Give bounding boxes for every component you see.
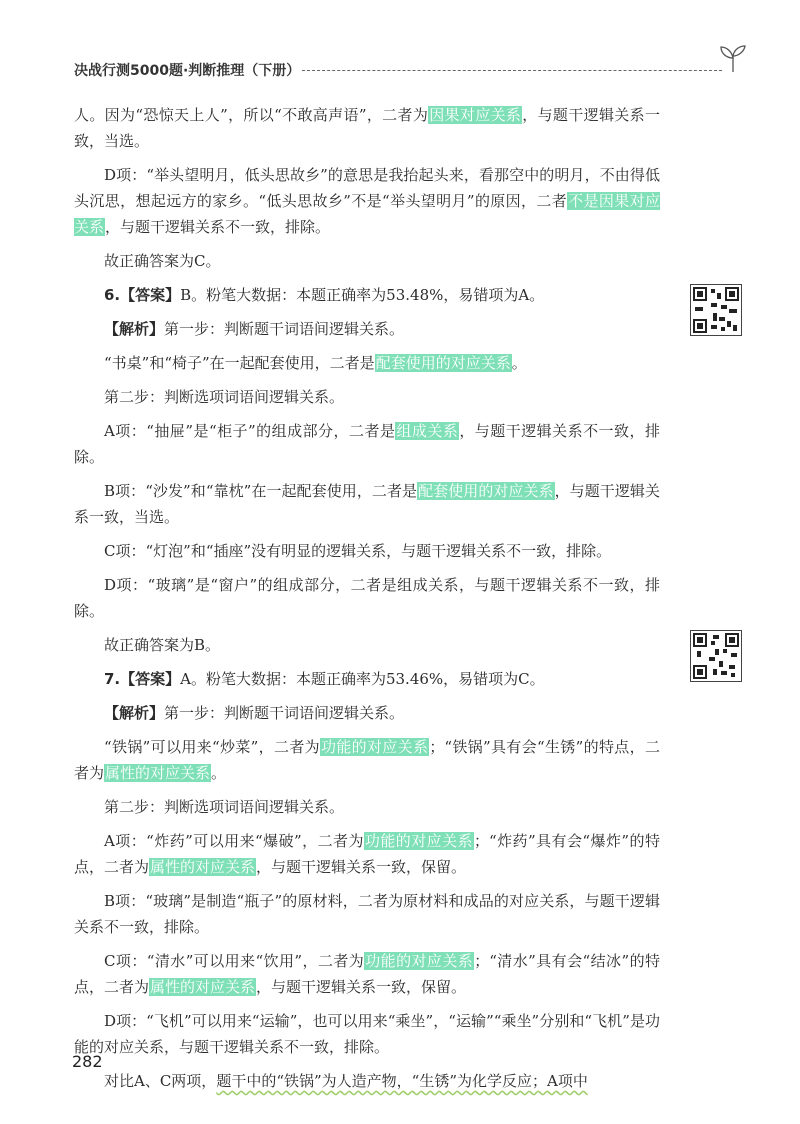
- answer-label: 【解析】: [104, 704, 165, 722]
- header-title: 决战行测5000题·判断推理（下册）: [74, 63, 301, 79]
- text-segment: 第二步：判断选项词语间逻辑关系。: [104, 798, 345, 816]
- underlined-text: 题干中的“铁锅”为人造产物，“生锈”为化学反应；A项中: [216, 1072, 588, 1090]
- text-segment: C项：“清水”可以用来“饮用”，二者为: [104, 952, 365, 970]
- text-segment: ，与题干逻辑关系不一致，排除。: [105, 218, 331, 236]
- text-segment: “书桌”和“椅子”在一起配套使用，二者是: [104, 354, 375, 372]
- paragraph: [74, 102, 660, 154]
- text-segment: 第一步：判断题干词语间逻辑关系。: [164, 320, 405, 338]
- paragraph: [74, 162, 660, 240]
- answer-label: 7.【答案】: [104, 670, 181, 688]
- paragraph: [74, 538, 660, 564]
- text-segment: B。粉笔大数据：本题正确率为53.48%，易错项为A。: [180, 286, 545, 304]
- paragraph: [74, 794, 660, 820]
- text-segment: 故正确答案为B。: [104, 636, 221, 654]
- paragraph: [74, 350, 660, 376]
- qr-code-icon[interactable]: [690, 284, 742, 336]
- text-segment: ，与题干逻辑关系一致，保留。: [256, 978, 467, 996]
- page-number: 282: [72, 1052, 103, 1071]
- text-segment: D项：“玻璃”是“窗户”的组成部分，二者是组成关系，与题干逻辑关系不一致，排除。: [74, 576, 660, 620]
- text-segment: ，与题干逻辑关系一致，当选。: [74, 482, 660, 526]
- paragraph: [74, 384, 660, 410]
- text-segment: D项：“举头望明月，低头思故乡”的意思是我抬起头来，看那空中的明月，不由得低头沉思，想起远方的家乡。“低头思故乡”不是“举头望明月”的原因，二者: [74, 166, 660, 210]
- text-segment: ，与题干逻辑关系不一致，排除。: [74, 422, 660, 466]
- highlighted-keyword: 功能的对应关系: [365, 952, 474, 970]
- text-segment: C项：“灯泡”和“插座”没有明显的逻辑关系，与题干逻辑关系不一致，排除。: [104, 542, 612, 560]
- highlighted-keyword: 配套使用的对应关系: [375, 354, 511, 372]
- text-segment: B项：“玻璃”是制造“瓶子”的原材料，二者为原材料和成品的对应关系，与题干逻辑关系不一致，排除。: [74, 892, 660, 936]
- qr-code-icon[interactable]: [690, 630, 742, 682]
- paragraph: [74, 632, 660, 658]
- text-segment: 第一步：判断题干词语间逻辑关系。: [164, 704, 405, 722]
- highlighted-keyword: 配套使用的对应关系: [418, 482, 554, 500]
- text-segment: ；“铁锅”具有会“生锈”的特点，二者为: [74, 738, 660, 782]
- paragraph: [74, 948, 660, 1000]
- highlighted-keyword: 不是因果对应关系: [74, 192, 660, 236]
- header-divider: [302, 70, 722, 71]
- text-segment: ；“清水”具有会“结冰”的特点，二者为: [74, 952, 660, 996]
- paragraph: [74, 316, 660, 342]
- paragraph: [74, 1068, 660, 1094]
- text-segment: D项：“飞机”可以用来“运输”，也可以用来“乘坐”，“运输”“乘坐”分别和“飞机”是功能的对应关系，与题干逻辑关系不一致，排除。: [74, 1012, 660, 1056]
- answer-explanation: [74, 102, 660, 1102]
- text-segment: 人。因为“恐惊天上人”，所以“不敢高声语”，二者为: [74, 106, 429, 124]
- answer-label: 【解析】: [104, 320, 165, 338]
- paragraph: [74, 478, 660, 530]
- text-segment: A。粉笔大数据：本题正确率为53.46%，易错项为C。: [180, 670, 545, 688]
- text-segment: A项：“抽屉”是“柜子”的组成部分，二者是: [104, 422, 396, 440]
- highlighted-keyword: 因果对应关系: [429, 106, 522, 124]
- paragraph: [74, 828, 660, 880]
- paragraph: [74, 572, 660, 624]
- paragraph: [74, 666, 660, 692]
- text-segment: 故正确答案为C。: [104, 252, 221, 270]
- paragraph: [74, 888, 660, 940]
- highlighted-keyword: 属性的对应关系: [105, 764, 211, 782]
- text-segment: 第二步：判断选项词语间逻辑关系。: [104, 388, 345, 406]
- text-segment: ，与题干逻辑关系一致，保留。: [256, 858, 467, 876]
- paragraph: [74, 418, 660, 470]
- paragraph: [74, 734, 660, 786]
- highlighted-keyword: 属性的对应关系: [150, 858, 256, 876]
- highlighted-keyword: 功能的对应关系: [320, 738, 429, 756]
- paragraph: [74, 700, 660, 726]
- text-segment: ；“炸药”具有会“爆炸”的特点，二者为: [74, 832, 660, 876]
- paragraph: [74, 248, 660, 274]
- text-segment: ，与题干逻辑关系一致，当选。: [74, 106, 660, 150]
- paragraph: [74, 1008, 660, 1060]
- answer-label: 6.【答案】: [104, 286, 181, 304]
- text-segment: 。: [211, 764, 227, 782]
- highlighted-keyword: 组成关系: [396, 422, 459, 440]
- paragraph: [74, 282, 660, 308]
- text-segment: A项：“炸药”可以用来“爆破”，二者为: [104, 832, 364, 850]
- text-segment: 。: [511, 354, 527, 372]
- text-segment: B项：“沙发”和“靠枕”在一起配套使用，二者是: [104, 482, 418, 500]
- leaf-icon: [716, 44, 750, 74]
- text-segment: “铁锅”可以用来“炒菜”，二者为: [104, 738, 320, 756]
- highlighted-keyword: 功能的对应关系: [364, 832, 473, 850]
- text-segment: 对比A、C两项，: [104, 1072, 217, 1090]
- highlighted-keyword: 属性的对应关系: [150, 978, 256, 996]
